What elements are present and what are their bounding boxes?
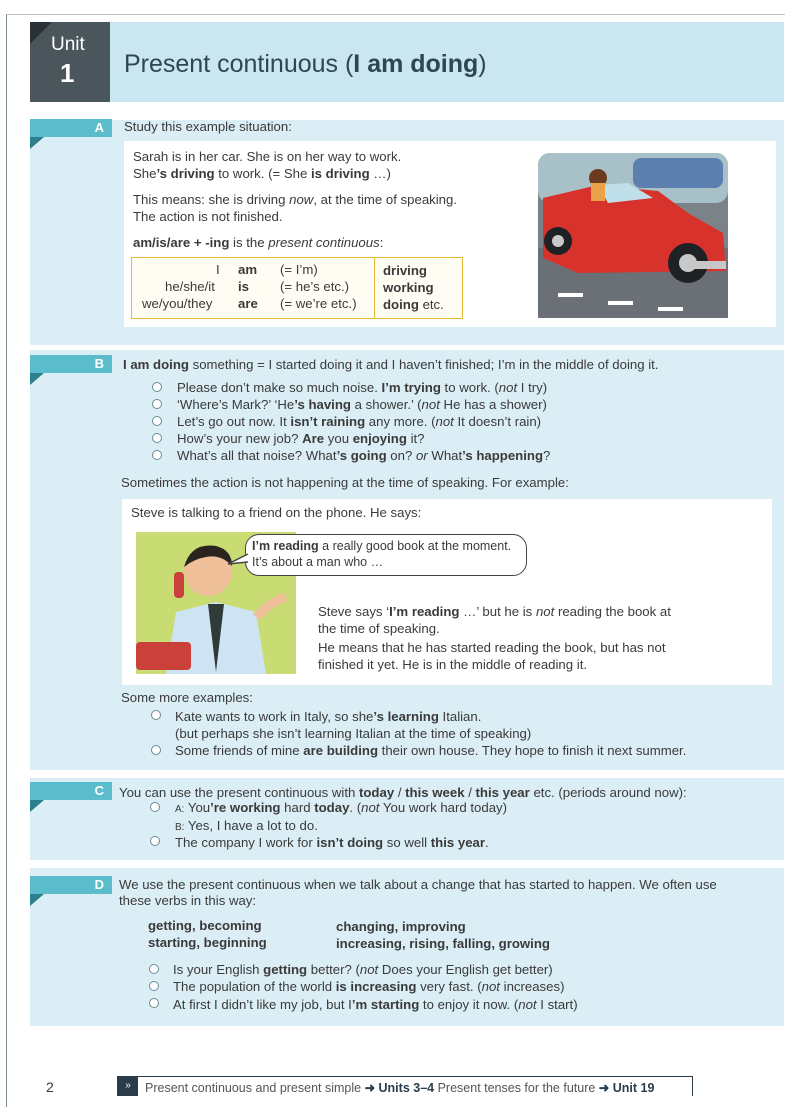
car-illustration xyxy=(538,153,728,318)
bubble-tail xyxy=(226,552,250,566)
c-example-2: The company I work for isn’t doing so well this year. xyxy=(175,835,489,850)
section-b-tab: B xyxy=(30,355,112,373)
c-dialog-b: B: Yes, I have a lot to do. xyxy=(175,818,318,833)
footer-links[interactable]: Present continuous and present simple ➜ Units 3–4 Present tenses for the future ➜ Unit 19 xyxy=(145,1081,655,1095)
b-example-1: Please don’t make so much noise. I’m trying to work. (not I try) xyxy=(177,380,548,395)
section-d-tab: D xyxy=(30,876,112,894)
table-ing-2: working xyxy=(383,280,434,295)
bullet xyxy=(151,745,161,755)
b-more-2: (but perhaps she isn’t learning Italian at the time of speaking) xyxy=(175,726,532,741)
b-example-5: What’s all that noise? What’s going on? or What’s happening? xyxy=(177,448,551,463)
bullet xyxy=(152,450,162,460)
page-number: 2 xyxy=(46,1079,54,1095)
bullet xyxy=(152,416,162,426)
d-verbs-col1a: getting, becoming xyxy=(148,918,262,933)
section-b-head: I am doing something = I started doing it and I haven’t finished; I’m in the middle of doing it. xyxy=(123,357,659,372)
b-sometimes: Sometimes the action is not happening at the time of speaking. For example: xyxy=(121,475,569,490)
bullet xyxy=(150,836,160,846)
double-arrow-icon: » xyxy=(118,1077,138,1096)
d-verbs-col2b: increasing, rising, falling, growing xyxy=(336,936,550,951)
bullet xyxy=(152,399,162,409)
c-intro: You can use the present continuous with today / this week / this year etc. (periods around now): xyxy=(119,785,687,800)
d-verbs-col1b: starting, beginning xyxy=(148,935,267,950)
table-short-1: (= I’m) xyxy=(280,262,318,277)
b-more-1: Kate wants to work in Italy, so she’s learning Italian. xyxy=(175,709,482,724)
b-more-title: Some more examples: xyxy=(121,690,253,705)
section-a-intro: Study this example situation: xyxy=(124,119,292,134)
bullet xyxy=(150,802,160,812)
table-verb-2: is xyxy=(238,279,249,294)
a-line-2: She’s driving to work. (= She is driving …) xyxy=(133,166,391,181)
section-a-tab: A xyxy=(30,119,112,137)
unit-number: 1 xyxy=(60,58,75,88)
b-example-2: ‘Where’s Mark?’ ‘He’s having a shower.’ (not He has a shower) xyxy=(177,397,547,412)
table-subj-1: I xyxy=(216,262,220,277)
b-says-3: He means that he has started reading the book, but has not xyxy=(318,640,666,655)
bubble-line-2: It’s about a man who … xyxy=(252,555,384,569)
bullet xyxy=(151,710,161,720)
d-example-2: The population of the world is increasing very fast. (not increases) xyxy=(173,979,565,994)
unit-badge xyxy=(30,22,110,102)
b-says-2: the time of speaking. xyxy=(318,621,440,636)
b-more-3: Some friends of mine are building their own house. They hope to finish it next summer. xyxy=(175,743,687,758)
unit-label: Unit xyxy=(51,34,85,55)
page-title: Present continuous (I am doing) xyxy=(124,50,487,78)
d-example-1: Is your English getting better? (not Does your English get better) xyxy=(173,962,553,977)
d-intro-1: We use the present continuous when we talk about a change that has started to happen. We often use xyxy=(119,877,717,892)
table-subj-3: we/you/they xyxy=(142,296,213,311)
bullet xyxy=(152,382,162,392)
d-verbs-col2a: changing, improving xyxy=(336,919,466,934)
section-c-tab: C xyxy=(30,782,112,800)
d-example-3: At first I didn’t like my job, but I’m starting to enjoy it now. (not I start) xyxy=(173,997,578,1012)
table-subj-2: he/she/it xyxy=(165,279,215,294)
a-line-4: The action is not finished. xyxy=(133,209,283,224)
table-verb-1: am xyxy=(238,262,258,277)
table-short-3: (= we’re etc.) xyxy=(280,296,357,311)
table-ing-1: driving xyxy=(383,263,427,278)
table-ing-3: doing etc. xyxy=(383,297,444,312)
a-line-1: Sarah is in her car. She is on her way to work. xyxy=(133,149,402,164)
bullet xyxy=(152,433,162,443)
bullet xyxy=(149,998,159,1008)
b-says-4: finished it yet. He is in the middle of reading it. xyxy=(318,657,588,672)
table-short-2: (= he’s etc.) xyxy=(280,279,350,294)
bubble-line-1: I’m reading a really good book at the moment. xyxy=(252,539,512,553)
a-line-3: This means: she is driving now, at the time of speaking. xyxy=(133,192,458,207)
d-intro-2: these verbs in this way: xyxy=(119,893,257,908)
b-says-1: Steve says ‘I’m reading …’ but he is not reading the book at xyxy=(318,604,671,619)
b-example-4: How’s your new job? Are you enjoying it? xyxy=(177,431,425,446)
b-example-3: Let’s go out now. It isn’t raining any more. (not It doesn’t rain) xyxy=(177,414,542,429)
b-steve-intro: Steve is talking to a friend on the phone. He says: xyxy=(131,505,422,520)
bullet xyxy=(149,964,159,974)
bullet xyxy=(149,981,159,991)
table-verb-3: are xyxy=(238,296,258,311)
c-dialog-a: A: You’re working hard today. (not You work hard today) xyxy=(175,800,508,815)
a-line-5: am/is/are + -ing is the present continuous: xyxy=(133,235,384,250)
